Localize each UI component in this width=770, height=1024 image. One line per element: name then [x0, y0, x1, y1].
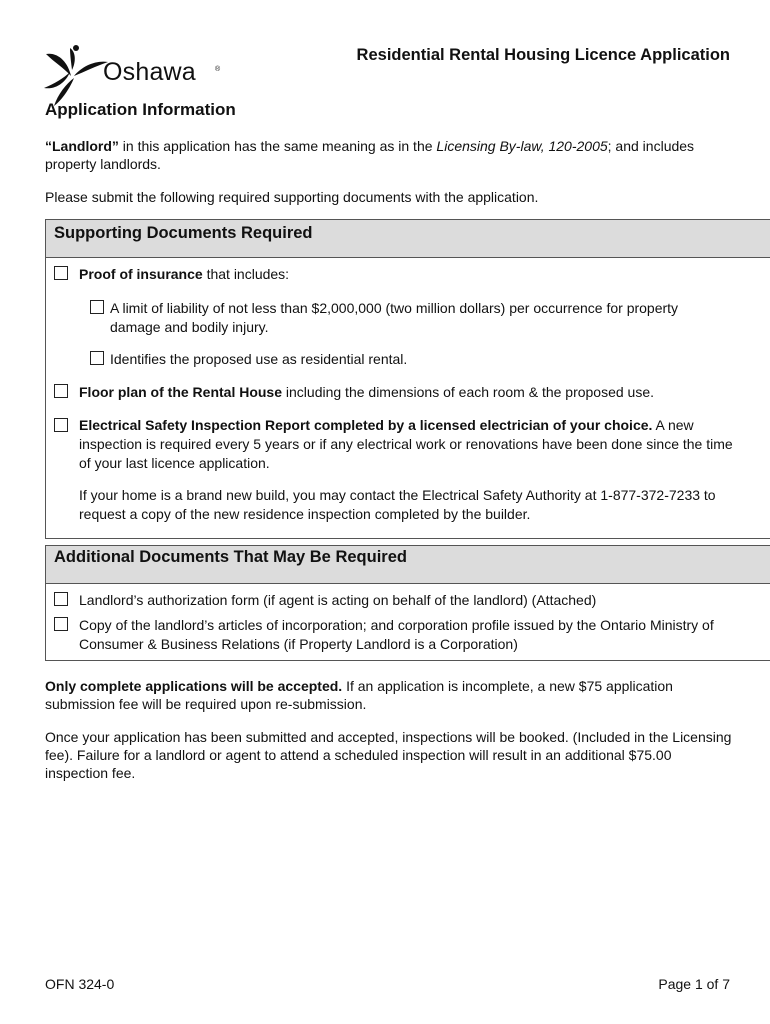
document-title: Residential Rental Housing Licence Application: [356, 46, 730, 64]
insurance-label: Proof of insurance: [79, 266, 203, 282]
complete-bold: Only complete applications will be accepted.: [45, 678, 343, 694]
proposed-use-checkbox[interactable]: [90, 351, 104, 365]
application-info-heading: Application Information: [45, 100, 236, 119]
landlord-text-2: ; and includes property landlords.: [45, 138, 695, 172]
additional-documents-heading: Additional Documents That May Be Required: [46, 546, 770, 584]
floorplan-checkbox[interactable]: [54, 384, 68, 398]
liability-text: A limit of liability of not less than $2,000,000 (two million dollars) per occurrence for property damage and bodily injury.: [110, 300, 679, 335]
esa-rest: A new inspection is required every 5 years or if any electrical work or renovations have been done since the time of your last licence application.: [79, 417, 733, 471]
page-number: Page 1 of 7: [658, 976, 730, 992]
floorplan-label: Floor plan of the Rental House: [79, 384, 283, 400]
incorporation-item: Copy of the landlord’s articles of incorporation; and corporation profile issued by the Ontario Ministry of Consumer & Business Relations (if Property Landlord is a Corporation): [79, 617, 714, 652]
landlord-definition: [45, 137, 735, 173]
complete-applications-note: [45, 677, 735, 713]
esa-checkbox[interactable]: [54, 418, 68, 432]
landlord-text-1: in this application has the same meaning as in the: [118, 138, 437, 154]
insurance-checkbox[interactable]: [54, 266, 68, 280]
liability-item: [110, 299, 728, 337]
supporting-documents-heading: Supporting Documents Required: [46, 220, 770, 258]
landlord-term: “Landlord”: [45, 138, 119, 154]
logo-wordmark: Oshawa: [103, 58, 196, 86]
registered-mark: ®: [215, 66, 221, 73]
esa-label: Electrical Safety Inspection Report completed by a licensed electrician of your choice.: [79, 417, 653, 433]
insurance-item: [79, 265, 759, 284]
esa-item: [79, 416, 745, 473]
proposed-use-item: Identifies the proposed use as residential rental.: [110, 351, 408, 367]
inspection-note: Once your application has been submitted and accepted, inspections will be booked. (Included in the Licensing fee). Failure for a landlord or agent to attend a scheduled inspection will result in an additional $75.00 inspection fee.: [45, 729, 732, 781]
authorization-item: Landlord’s authorization form (if agent is acting on behalf of the landlord) (Attached): [79, 592, 597, 608]
complete-rest: If an application is incomplete, a new $75 application submission fee will be required upon re-submission.: [45, 678, 673, 712]
new-build-note: If your home is a brand new build, you may contact the Electrical Safety Authority at 1-877-372-7233 to request a copy of the new residence inspection completed by the builder.: [79, 487, 716, 522]
form-number: OFN 324-0: [45, 976, 115, 992]
floorplan-rest: including the dimensions of each room & the proposed use.: [282, 384, 655, 400]
submit-note: Please submit the following required supporting documents with the application.: [45, 189, 539, 205]
bylaw-reference: Licensing By-law, 120-2005: [436, 138, 608, 154]
incorporation-checkbox[interactable]: [54, 617, 68, 631]
liability-checkbox[interactable]: [90, 300, 104, 314]
floorplan-item: [79, 383, 759, 402]
authorization-checkbox[interactable]: [54, 592, 68, 606]
insurance-rest: that includes:: [202, 266, 290, 282]
